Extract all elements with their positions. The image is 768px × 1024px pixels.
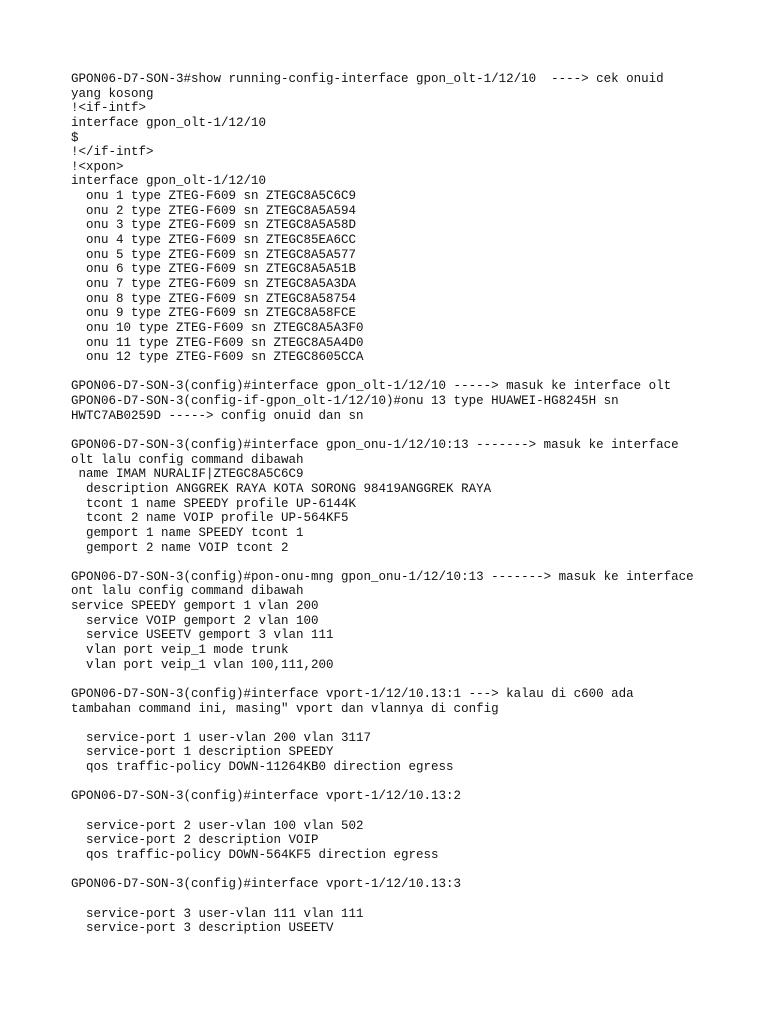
text-line: GPON06-D7-SON-3(config)#interface gpon_onu-1/12/10:13 -------> masuk ke interface [71, 438, 679, 453]
text-line: interface gpon_olt-1/12/10 [71, 115, 267, 130]
text-line: interface gpon_olt-1/12/10 [71, 174, 267, 189]
text-line: onu 9 type ZTEG-F609 sn ZTEGC8A58FCE [71, 306, 357, 321]
text-line: vlan port veip_1 vlan 100,111,200 [71, 657, 334, 672]
text-line: onu 2 type ZTEG-F609 sn ZTEGC8A5A594 [71, 203, 357, 218]
text-line: GPON06-D7-SON-3(config)#pon-onu-mng gpon_onu-1/12/10:13 -------> masuk ke interface [71, 569, 694, 584]
text-line: onu 4 type ZTEG-F609 sn ZTEGC85EA6CC [71, 233, 357, 248]
text-line: GPON06-D7-SON-3(config)#interface vport-1/12/10.13:3 [71, 877, 462, 892]
text-line: service SPEEDY gemport 1 vlan 200 [71, 599, 319, 614]
text-line: service USEETV gemport 3 vlan 111 [71, 628, 334, 643]
text-line: HWTC7AB0259D -----> config onuid dan sn [71, 408, 364, 423]
text-line: onu 12 type ZTEG-F609 sn ZTEGC8605CCA [71, 350, 364, 365]
text-line [71, 423, 751, 438]
text-line: tcont 2 name VOIP profile UP-564KF5 [71, 511, 349, 526]
text-line: onu 11 type ZTEG-F609 sn ZTEGC8A5A4D0 [71, 335, 364, 350]
document-page [71, 72, 751, 936]
text-line: onu 6 type ZTEG-F609 sn ZTEGC8A5A51B [71, 262, 357, 277]
text-line: yang kosong [71, 86, 154, 101]
text-line: GPON06-D7-SON-3(config)#interface vport-1/12/10.13:1 ---> kalau di c600 ada [71, 686, 634, 701]
text-line [71, 804, 751, 819]
text-line: tcont 1 name SPEEDY profile UP-6144K [71, 496, 357, 511]
text-line: gemport 1 name SPEEDY tcont 1 [71, 525, 304, 540]
text-line [71, 365, 751, 380]
text-line [71, 775, 751, 790]
text-line: tambahan command ini, masing" vport dan vlannya di config [71, 701, 499, 716]
text-line: onu 7 type ZTEG-F609 sn ZTEGC8A5A3DA [71, 276, 357, 291]
text-line: GPON06-D7-SON-3#show running-config-interface gpon_olt-1/12/10 ----> cek onuid [71, 72, 664, 86]
text-line: service-port 2 user-vlan 100 vlan 502 [71, 818, 364, 833]
text-line: name IMAM NURALIF|ZTEGC8A5C6C9 [71, 467, 304, 482]
text-line: qos traffic-policy DOWN-11264KB0 direction egress [71, 760, 454, 775]
text-line: service-port 3 description USEETV [71, 921, 334, 936]
text-line: ont lalu config command dibawah [71, 584, 304, 599]
text-line [71, 716, 751, 731]
text-line [71, 555, 751, 570]
text-line: onu 1 type ZTEG-F609 sn ZTEGC8A5C6C9 [71, 189, 357, 204]
text-line: !</if-intf> [71, 145, 154, 160]
text-line: GPON06-D7-SON-3(config)#interface gpon_olt-1/12/10 -----> masuk ke interface olt [71, 379, 672, 394]
text-line [71, 863, 751, 878]
text-line: onu 10 type ZTEG-F609 sn ZTEGC8A5A3F0 [71, 320, 364, 335]
text-line: GPON06-D7-SON-3(config-if-gpon_olt-1/12/10)#onu 13 type HUAWEI-HG8245H sn [71, 394, 619, 409]
text-line [71, 892, 751, 907]
text-line: olt lalu config command dibawah [71, 452, 304, 467]
text-line: gemport 2 name VOIP tcont 2 [71, 540, 289, 555]
text-line: service-port 2 description VOIP [71, 833, 319, 848]
text-line [71, 672, 751, 687]
text-line: vlan port veip_1 mode trunk [71, 642, 289, 657]
text-line: onu 5 type ZTEG-F609 sn ZTEGC8A5A577 [71, 247, 357, 262]
text-line: service VOIP gemport 2 vlan 100 [71, 613, 319, 628]
text-line: onu 8 type ZTEG-F609 sn ZTEGC8A58754 [71, 291, 357, 306]
text-line: GPON06-D7-SON-3(config)#interface vport-1/12/10.13:2 [71, 789, 462, 804]
text-line: !<if-intf> [71, 101, 147, 116]
text-line: description ANGGREK RAYA KOTA SORONG 98419ANGGREK RAYA [71, 481, 492, 496]
text-line: qos traffic-policy DOWN-564KF5 direction egress [71, 847, 439, 862]
text-line: !<xpon> [71, 159, 124, 174]
text-line: service-port 3 user-vlan 111 vlan 111 [71, 906, 364, 921]
text-line: service-port 1 description SPEEDY [71, 745, 334, 760]
text-line: service-port 1 user-vlan 200 vlan 3117 [71, 730, 372, 745]
text-line: onu 3 type ZTEG-F609 sn ZTEGC8A5A58D [71, 218, 357, 233]
text-line: $ [71, 130, 79, 145]
